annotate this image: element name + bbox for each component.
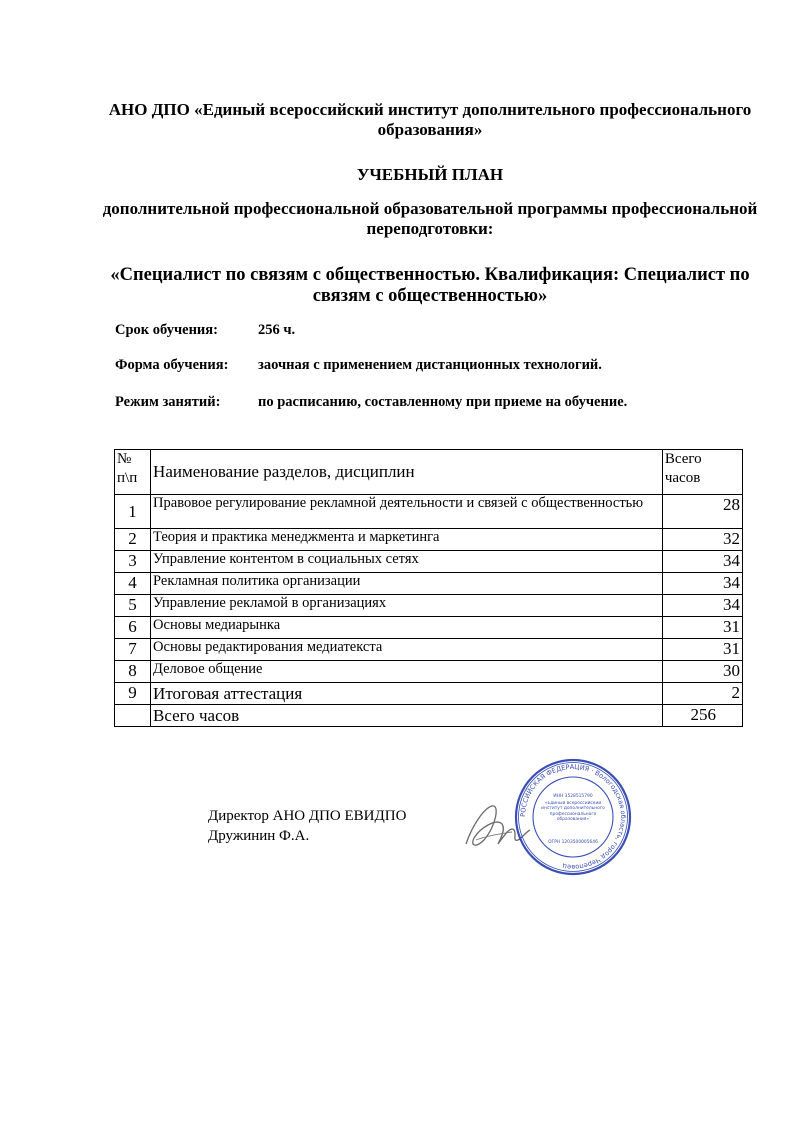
stamp-outer-text: РОССИЙСКАЯ ФЕДЕРАЦИЯ · Вологодская область, город Череповец xyxy=(518,762,628,872)
row-hours: 32 xyxy=(662,529,742,551)
mode-label: Режим занятий: xyxy=(115,394,221,410)
curriculum-table xyxy=(114,449,743,727)
program-subtitle: дополнительной профессиональной образовательной программы профессиональной переподготовки: xyxy=(102,199,758,238)
row-number: 2 xyxy=(115,529,151,551)
signature-block xyxy=(208,806,406,846)
table-row xyxy=(115,529,743,551)
term-value: 256 ч. xyxy=(258,322,296,338)
row-name: Основы медиарынка xyxy=(151,617,663,639)
table-row xyxy=(115,551,743,573)
row-number: 5 xyxy=(115,595,151,617)
header-number: № п\п xyxy=(115,450,151,495)
form-label: Форма обучения: xyxy=(115,357,229,373)
row-hours: 34 xyxy=(662,573,742,595)
organization-stamp xyxy=(513,757,633,877)
stamp-inn: ИНН 3528515790 xyxy=(553,794,593,799)
row-number: 6 xyxy=(115,617,151,639)
row-name: Правовое регулирование рекламной деятельности и связей с общественностью xyxy=(151,495,663,529)
total-hours: 256 xyxy=(662,705,742,727)
table-row xyxy=(115,495,743,529)
row-hours: 30 xyxy=(662,661,742,683)
row-name: Деловое общение xyxy=(151,661,663,683)
document-title: УЧЕБНЫЙ ПЛАН xyxy=(356,165,504,184)
total-number-cell xyxy=(115,705,151,727)
term-label: Срок обучения: xyxy=(115,322,218,338)
table-row xyxy=(115,639,743,661)
row-name: Управление рекламой в организациях xyxy=(151,595,663,617)
table-row xyxy=(115,683,743,705)
table-total-row xyxy=(115,705,743,727)
row-name: Управление контентом в социальных сетях xyxy=(151,551,663,573)
stamp-inner-text: «Единый всероссийский институт дополнительного профессионального образования» xyxy=(541,801,605,823)
program-name: «Специалист по связям с общественностью. Квалификация: Специалист по связям с общественностью» xyxy=(110,265,750,306)
director-name: Дружинин Ф.А. xyxy=(208,828,310,844)
header-name: Наименование разделов, дисциплин xyxy=(151,450,663,495)
mode-value: по расписанию, составленному при приеме на обучение. xyxy=(258,394,628,410)
row-hours: 31 xyxy=(662,617,742,639)
organization-name: АНО ДПО «Единый всероссийский институт дополнительного профессионального образования» xyxy=(108,100,752,139)
row-hours: 28 xyxy=(662,495,742,529)
row-number: 7 xyxy=(115,639,151,661)
table-header-row xyxy=(115,450,743,495)
row-hours: 31 xyxy=(662,639,742,661)
row-number: 4 xyxy=(115,573,151,595)
row-number: 9 xyxy=(115,683,151,705)
row-hours: 2 xyxy=(662,683,742,705)
row-number: 3 xyxy=(115,551,151,573)
form-value: заочная с применением дистанционных технологий. xyxy=(258,357,602,373)
total-label: Всего часов xyxy=(151,705,663,727)
row-number: 1 xyxy=(115,495,151,529)
row-hours: 34 xyxy=(662,551,742,573)
row-name: Итоговая аттестация xyxy=(151,683,663,705)
row-number: 8 xyxy=(115,661,151,683)
director-position: Директор АНО ДПО ЕВИДПО xyxy=(208,808,407,824)
row-hours: 34 xyxy=(662,595,742,617)
table-row xyxy=(115,617,743,639)
table-row xyxy=(115,595,743,617)
row-name: Рекламная политика организации xyxy=(151,573,663,595)
table-row xyxy=(115,661,743,683)
stamp-ogrn: ОГРН 1203500005646 xyxy=(548,840,598,845)
row-name: Основы редактирования медиатекста xyxy=(151,639,663,661)
table-row xyxy=(115,573,743,595)
row-name: Теория и практика менеджмента и маркетинга xyxy=(151,529,663,551)
header-hours: Всего часов xyxy=(662,450,742,495)
